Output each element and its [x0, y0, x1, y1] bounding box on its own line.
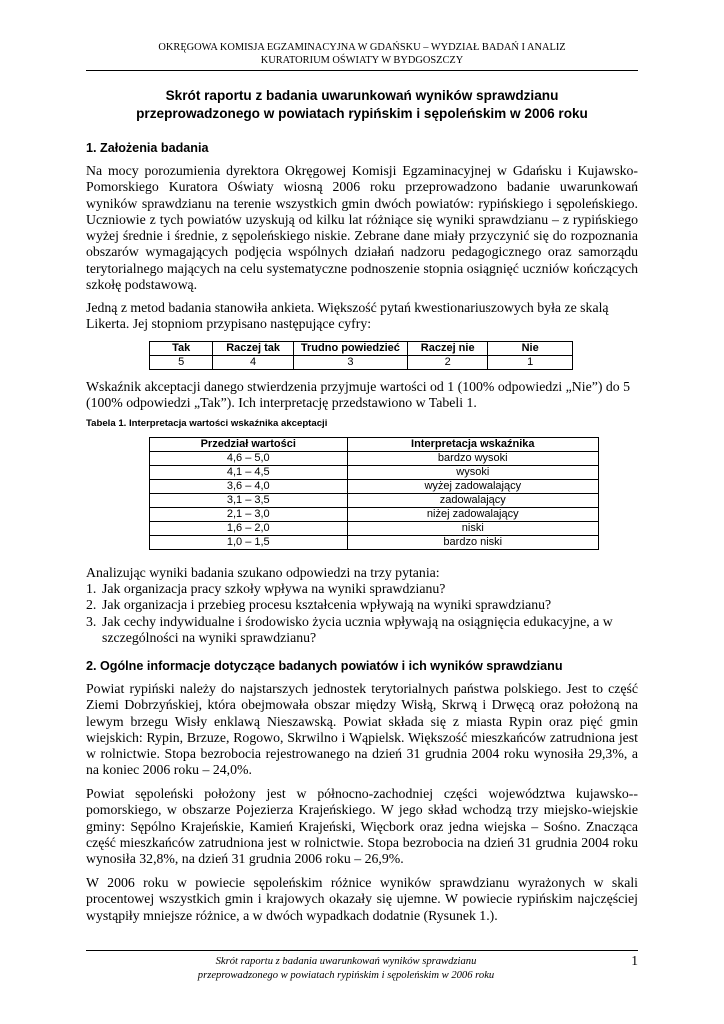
range-cell: 1,0 – 1,5 — [150, 536, 348, 550]
footer-rule — [86, 950, 638, 951]
running-footer — [156, 955, 536, 983]
interpretation-cell: bardzo wysoki — [347, 452, 598, 466]
likert-value-cell: 1 — [488, 356, 573, 370]
likert-value-row — [150, 356, 573, 370]
header-line-1: OKRĘGOWA KOMISJA EGZAMINACYJNA W GDAŃSKU – WYDZIAŁ BADAŃ I ANALIZ — [158, 42, 566, 53]
header-rule — [86, 70, 638, 71]
table-row — [150, 452, 599, 466]
likert-header-cell: Tak — [150, 342, 213, 356]
interpretation-cell: niski — [347, 522, 598, 536]
section-1-paragraph-3: Wskaźnik akceptacji danego stwierdzenia przyjmuje wartości od 1 (100% odpowiedzi „Nie”) do 5 (100% odpowiedzi „Tak”). Ich interpretację przedstawiono w Tabeli 1. — [86, 379, 631, 411]
document-title — [86, 87, 638, 123]
question-number: 1. — [86, 581, 97, 596]
title-line-2: przeprowadzonego w powiatach rypińskim i sępoleńskim w 2006 roku — [136, 106, 588, 121]
range-cell: 4,1 – 4,5 — [150, 466, 348, 480]
likert-header-cell: Raczej tak — [213, 342, 293, 356]
table-1-header-cell: Przedział wartości — [150, 438, 348, 452]
question-text: Jak cechy indywidualne i środowisko życia ucznia wpływają na osiągnięcia edukacyjne, a w szczególności na wyniki sprawdzianu? — [102, 613, 613, 645]
table-1-header-row — [150, 438, 599, 452]
research-questions-list — [86, 581, 646, 646]
table-1-header-cell: Interpretacja wskaźnika — [347, 438, 598, 452]
page-number: 1 — [631, 953, 638, 968]
header-line-2: KURATORIUM OŚWIATY W BYDGOSZCZY — [260, 55, 464, 66]
question-text: Jak organizacja pracy szkoły wpływa na wyniki sprawdzianu? — [102, 581, 446, 596]
interpretation-cell: bardzo niski — [347, 536, 598, 550]
likert-header-cell: Nie — [488, 342, 573, 356]
footer-line-2: przeprowadzonego w powiatach rypińskim i sępoleńskim w 2006 roku — [197, 970, 495, 981]
section-2-heading: 2. Ogólne informacje dotyczące badanych powiatów i ich wyników sprawdzianu — [86, 659, 563, 673]
running-header — [86, 41, 638, 67]
range-cell: 3,6 – 4,0 — [150, 480, 348, 494]
table-row — [150, 536, 599, 550]
section-1-heading: 1. Założenia badania — [86, 141, 209, 155]
likert-value-cell: 3 — [293, 356, 407, 370]
table-1-caption: Tabela 1. Interpretacja wartości wskaźnika akceptacji — [86, 418, 328, 429]
table-row — [150, 466, 599, 480]
interpretation-cell: niżej zadowalający — [347, 508, 598, 522]
range-cell: 4,6 – 5,0 — [150, 452, 348, 466]
range-cell: 3,1 – 3,5 — [150, 494, 348, 508]
list-item — [86, 614, 646, 647]
table-row — [150, 480, 599, 494]
title-line-1: Skrót raportu z badania uwarunkowań wyników sprawdzianu — [165, 88, 559, 103]
likert-header-row — [150, 342, 573, 356]
interpretation-cell: wyżej zadowalający — [347, 480, 598, 494]
footer-line-1: Skrót raportu z badania uwarunkowań wyników sprawdzianu — [215, 956, 477, 967]
section-2-paragraph-2: Powiat sępoleński położony jest w północno-zachodniej części województwa kujawsko--pomorskiego, w obszarze Pojezierza Krajeńskiego. W jego skład wchodzą trzy miejsko-wiejskie gminy: Sępólno Krajeńskie, Kamień Krajeński, Więcbork oraz jedna wiejska – Sośno. Znacząca część mieszkańców zatrudniona jest w rolnictwie. Stopa bezrobocia na dzień 31 grudnia 2004 roku wynosiła 32,8%, na dzień 31 grudnia 2006 roku – 26,9%. — [86, 786, 638, 867]
likert-scale-table — [149, 341, 573, 370]
section-2-paragraph-1: Powiat rypiński należy do najstarszych jednostek terytorialnych państwa polskiego. Jest to część Ziemi Dobrzyńskiej, która obejmowała obszar między Wisłą, Skrwą i Drwęcą oraz położoną na lewym brzegu Wisły enklawą Nieszawską. Powiat składa się z miasta Rypin oraz pięć gmin wiejskich: Rypin, Brzuze, Rogowo, Skrwilno i Wąpielsk. Większość mieszkańców zatrudniona jest w rolnictwie. Stopa bezrobocia rejestrowanego na dzień 31 grudnia 2004 roku wynosiła 29,3%, a na koniec 2006 roku – 24,0%. — [86, 681, 638, 778]
table-row — [150, 508, 599, 522]
interpretation-cell: zadowalający — [347, 494, 598, 508]
interpretation-cell: wysoki — [347, 466, 598, 480]
table-row — [150, 494, 599, 508]
list-item — [86, 581, 646, 597]
acceptance-interpretation-table — [149, 437, 599, 550]
range-cell: 1,6 – 2,0 — [150, 522, 348, 536]
likert-value-cell: 5 — [150, 356, 213, 370]
table-row — [150, 522, 599, 536]
likert-header-cell: Trudno powiedzieć — [293, 342, 407, 356]
range-cell: 2,1 – 3,0 — [150, 508, 348, 522]
question-number: 3. — [86, 613, 97, 629]
likert-value-cell: 4 — [213, 356, 293, 370]
section-2-paragraph-3: W 2006 roku w powiecie sępoleńskim różnice wyników sprawdzianu wyrażonych w skali procentowej wszystkich gmin i krajowych okazały się ujemne. W powiecie rypińskim najczęściej wystąpiły mniejsze różnice, a w dwóch wypadkach dodatnie (Rysunek 1.). — [86, 875, 638, 923]
section-1-paragraph-1: Na mocy porozumienia dyrektora Okręgowej Komisji Egzaminacyjnej w Gdańsku i Kujawsko-Pomorskiego Kuratora Oświaty wiosną 2006 roku przeprowadzono badanie uwarunkowań wyników sprawdzianu na terenie wszystkich gmin dwóch powiatów: rypińskiego i sępoleńskiego. Uczniowie z tych powiatów uzyskują od kilku lat różniące się wyniki sprawdzianu – z rypińskiego wyżej średnie i średnie, z sępoleńskiego niskie. Zebrane dane miały przyczynić się do rozpoznania obszarów wymagających podjęcia wspólnych działań nadzoru pedagogicznego oraz samorządu terytorialnego mających na celu systematyczne podnoszenie stopnia osiągnięć uczniów kończących szkołę podstawową. — [86, 163, 638, 293]
question-text: Jak organizacja i przebieg procesu kształcenia wpływają na wyniki sprawdzianu? — [102, 597, 552, 613]
question-number: 2. — [86, 597, 97, 613]
section-1-paragraph-2: Jedną z metod badania stanowiła ankieta. Większość pytań kwestionariuszowych była ze skalą Likerta. Jej stopniom przypisano następujące cyfry: — [86, 300, 609, 332]
list-item — [86, 597, 646, 613]
section-1-paragraph-4: Analizując wyniki badania szukano odpowiedzi na trzy pytania: — [86, 565, 440, 580]
likert-value-cell: 2 — [408, 356, 488, 370]
likert-header-cell: Raczej nie — [408, 342, 488, 356]
